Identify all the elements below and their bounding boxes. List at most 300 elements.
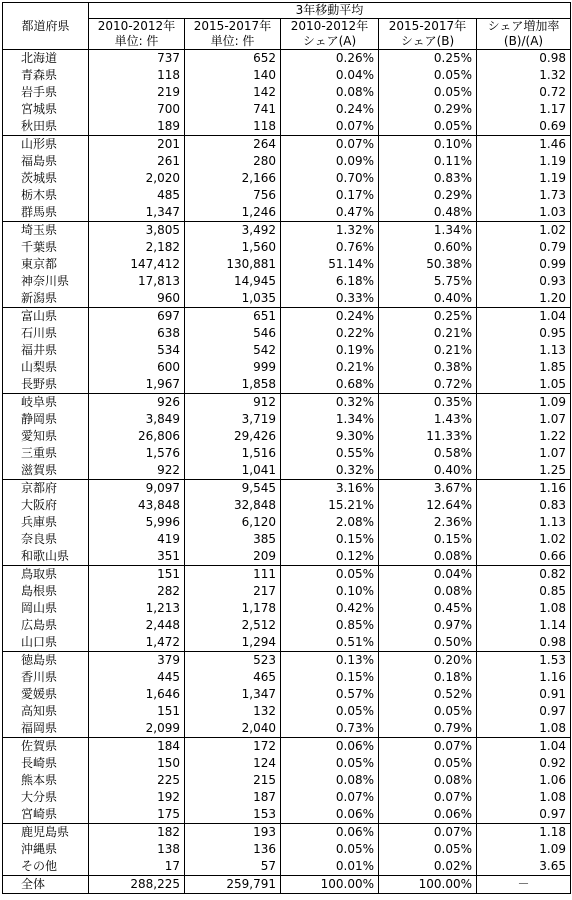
count-2010-2012: 26,806 — [89, 428, 185, 445]
share-a: 0.85% — [281, 617, 379, 634]
prefecture-name: 三重県 — [3, 445, 89, 462]
count-2015-2017: 1,347 — [185, 686, 281, 703]
count-2010-2012: 697 — [89, 308, 185, 326]
share-a: 9.30% — [281, 428, 379, 445]
prefecture-name: 茨城県 — [3, 170, 89, 187]
count-2010-2012: 351 — [89, 548, 185, 566]
count-2015-2017: 217 — [185, 583, 281, 600]
share-growth: 0.98 — [477, 634, 571, 652]
share-b: 0.05% — [379, 703, 477, 720]
count-2015-2017: 132 — [185, 703, 281, 720]
share-b: 3.67% — [379, 480, 477, 498]
share-growth: 1.04 — [477, 738, 571, 756]
share-growth: 1.13 — [477, 514, 571, 531]
count-2015-2017: 6,120 — [185, 514, 281, 531]
prefecture-name: 福島県 — [3, 153, 89, 170]
count-2015-2017: 2,166 — [185, 170, 281, 187]
share-a: 0.06% — [281, 824, 379, 842]
share-a: 0.12% — [281, 548, 379, 566]
share-growth: 1.16 — [477, 669, 571, 686]
table-row — [3, 222, 571, 240]
share-b: 1.34% — [379, 222, 477, 240]
count-2015-2017: 465 — [185, 669, 281, 686]
table-row — [3, 755, 571, 772]
prefecture-name: 京都府 — [3, 480, 89, 498]
share-growth: 0.69 — [477, 118, 571, 136]
share-b: 0.06% — [379, 806, 477, 824]
share-growth: 1.08 — [477, 600, 571, 617]
prefecture-name: 徳島県 — [3, 652, 89, 670]
share-growth: 0.85 — [477, 583, 571, 600]
count-2010-2012: 700 — [89, 101, 185, 118]
share-growth: 0.72 — [477, 84, 571, 101]
table-row — [3, 600, 571, 617]
table-row — [3, 204, 571, 222]
prefecture-name: 宮崎県 — [3, 806, 89, 824]
share-b: 0.07% — [379, 824, 477, 842]
count-2015-2017: 130,881 — [185, 256, 281, 273]
header-count-2010-2012-unit: 単位: 件 — [89, 34, 185, 50]
share-growth: 1.08 — [477, 789, 571, 806]
header-prefecture: 都道府県 — [3, 3, 89, 50]
count-2015-2017: 32,848 — [185, 497, 281, 514]
count-2010-2012: 138 — [89, 841, 185, 858]
share-b: 0.52% — [379, 686, 477, 703]
share-a: 0.05% — [281, 841, 379, 858]
share-a: 51.14% — [281, 256, 379, 273]
share-a: 0.51% — [281, 634, 379, 652]
share-b: 0.05% — [379, 755, 477, 772]
table-row — [3, 772, 571, 789]
share-b: 0.79% — [379, 720, 477, 738]
share-growth: 0.97 — [477, 703, 571, 720]
share-growth: 1.09 — [477, 394, 571, 412]
table-row — [3, 153, 571, 170]
share-growth: 1.46 — [477, 136, 571, 154]
table-row — [3, 548, 571, 566]
share-b: 0.02% — [379, 858, 477, 876]
prefecture-name: 山形県 — [3, 136, 89, 154]
count-2015-2017: 124 — [185, 755, 281, 772]
prefecture-name: 石川県 — [3, 325, 89, 342]
count-2010-2012: 184 — [89, 738, 185, 756]
count-2010-2012: 3,849 — [89, 411, 185, 428]
table-row — [3, 669, 571, 686]
count-2010-2012: 147,412 — [89, 256, 185, 273]
share-growth: 1.03 — [477, 204, 571, 222]
share-b: 0.05% — [379, 841, 477, 858]
share-a: 0.08% — [281, 84, 379, 101]
share-a: 0.05% — [281, 566, 379, 584]
share-b: 0.50% — [379, 634, 477, 652]
share-a: 2.08% — [281, 514, 379, 531]
share-a: 0.68% — [281, 376, 379, 394]
count-2015-2017: 651 — [185, 308, 281, 326]
share-b: 0.40% — [379, 290, 477, 308]
table-row — [3, 652, 571, 670]
share-growth: 1.09 — [477, 841, 571, 858]
count-2015-2017: 1,178 — [185, 600, 281, 617]
prefecture-share-table — [2, 2, 571, 894]
prefecture-name: 岐阜県 — [3, 394, 89, 412]
share-a: 1.32% — [281, 222, 379, 240]
count-2015-2017: 14,945 — [185, 273, 281, 290]
table-row — [3, 136, 571, 154]
count-2015-2017: 111 — [185, 566, 281, 584]
share-growth: 1.32 — [477, 67, 571, 84]
count-2015-2017: 546 — [185, 325, 281, 342]
share-a: 0.32% — [281, 394, 379, 412]
share-growth: 1.53 — [477, 652, 571, 670]
table-row — [3, 462, 571, 480]
share-growth: 1.20 — [477, 290, 571, 308]
count-2010-2012: 282 — [89, 583, 185, 600]
share-growth: 0.92 — [477, 755, 571, 772]
share-growth: 1.19 — [477, 153, 571, 170]
total-share-a: 100.00% — [281, 876, 379, 894]
table-row — [3, 256, 571, 273]
table-row — [3, 411, 571, 428]
table-row — [3, 531, 571, 548]
share-a: 0.73% — [281, 720, 379, 738]
table-row — [3, 428, 571, 445]
share-a: 0.17% — [281, 187, 379, 204]
count-2015-2017: 118 — [185, 118, 281, 136]
share-a: 0.55% — [281, 445, 379, 462]
count-2015-2017: 280 — [185, 153, 281, 170]
share-growth: 1.85 — [477, 359, 571, 376]
prefecture-name: 愛媛県 — [3, 686, 89, 703]
count-2010-2012: 2,020 — [89, 170, 185, 187]
share-b: 50.38% — [379, 256, 477, 273]
share-a: 0.08% — [281, 772, 379, 789]
header-share-2015-2017-period: 2015-2017年 — [379, 19, 477, 35]
prefecture-name: 山口県 — [3, 634, 89, 652]
table-row — [3, 67, 571, 84]
share-growth: 1.13 — [477, 342, 571, 359]
count-2010-2012: 379 — [89, 652, 185, 670]
share-growth: 1.18 — [477, 824, 571, 842]
table-row — [3, 841, 571, 858]
prefecture-name: 静岡県 — [3, 411, 89, 428]
header-share-growth-formula: (B)/(A) — [477, 34, 571, 50]
prefecture-name: 青森県 — [3, 67, 89, 84]
prefecture-name: 埼玉県 — [3, 222, 89, 240]
share-a: 0.10% — [281, 583, 379, 600]
share-b: 0.21% — [379, 325, 477, 342]
prefecture-name: 富山県 — [3, 308, 89, 326]
share-a: 0.24% — [281, 101, 379, 118]
table-row — [3, 634, 571, 652]
count-2010-2012: 737 — [89, 50, 185, 68]
count-2010-2012: 1,472 — [89, 634, 185, 652]
count-2015-2017: 523 — [185, 652, 281, 670]
count-2015-2017: 1,294 — [185, 634, 281, 652]
count-2015-2017: 912 — [185, 394, 281, 412]
count-2015-2017: 215 — [185, 772, 281, 789]
count-2010-2012: 189 — [89, 118, 185, 136]
count-2010-2012: 9,097 — [89, 480, 185, 498]
count-2015-2017: 2,512 — [185, 617, 281, 634]
table-row — [3, 376, 571, 394]
prefecture-name: 群馬県 — [3, 204, 89, 222]
share-a: 0.76% — [281, 239, 379, 256]
prefecture-name: 島根県 — [3, 583, 89, 600]
share-b: 5.75% — [379, 273, 477, 290]
header-count-2015-2017-period: 2015-2017年 — [185, 19, 281, 35]
share-b: 0.08% — [379, 548, 477, 566]
count-2015-2017: 9,545 — [185, 480, 281, 498]
share-a: 0.47% — [281, 204, 379, 222]
prefecture-name: 兵庫県 — [3, 514, 89, 531]
share-growth: 1.14 — [477, 617, 571, 634]
table-row — [3, 118, 571, 136]
share-a: 6.18% — [281, 273, 379, 290]
share-b: 0.25% — [379, 308, 477, 326]
share-b: 2.36% — [379, 514, 477, 531]
count-2015-2017: 193 — [185, 824, 281, 842]
share-b: 0.20% — [379, 652, 477, 670]
count-2010-2012: 225 — [89, 772, 185, 789]
share-b: 0.15% — [379, 531, 477, 548]
total-prefecture-name: 全体 — [3, 876, 89, 894]
table-row — [3, 858, 571, 876]
share-b: 11.33% — [379, 428, 477, 445]
total-row — [3, 876, 571, 894]
share-a: 0.07% — [281, 789, 379, 806]
share-growth: 1.07 — [477, 445, 571, 462]
prefecture-name: 鳥取県 — [3, 566, 89, 584]
header-share-b: シェア(B) — [379, 34, 477, 50]
table-row — [3, 566, 571, 584]
count-2015-2017: 1,858 — [185, 376, 281, 394]
count-2010-2012: 926 — [89, 394, 185, 412]
share-b: 0.35% — [379, 394, 477, 412]
count-2015-2017: 57 — [185, 858, 281, 876]
prefecture-name: 滋賀県 — [3, 462, 89, 480]
count-2010-2012: 922 — [89, 462, 185, 480]
prefecture-name: 熊本県 — [3, 772, 89, 789]
table-row — [3, 703, 571, 720]
count-2015-2017: 140 — [185, 67, 281, 84]
share-a: 0.05% — [281, 755, 379, 772]
share-b: 12.64% — [379, 497, 477, 514]
count-2015-2017: 29,426 — [185, 428, 281, 445]
share-b: 0.48% — [379, 204, 477, 222]
share-a: 0.21% — [281, 359, 379, 376]
total-count-2010-2012: 288,225 — [89, 876, 185, 894]
share-a: 0.24% — [281, 308, 379, 326]
prefecture-name: 長野県 — [3, 376, 89, 394]
table-row — [3, 824, 571, 842]
share-a: 0.01% — [281, 858, 379, 876]
table-row — [3, 239, 571, 256]
total-share-growth: － — [477, 876, 571, 894]
share-b: 0.58% — [379, 445, 477, 462]
share-a: 0.57% — [281, 686, 379, 703]
prefecture-name: 奈良県 — [3, 531, 89, 548]
share-b: 0.05% — [379, 67, 477, 84]
count-2010-2012: 201 — [89, 136, 185, 154]
table-row — [3, 325, 571, 342]
share-growth: 1.08 — [477, 720, 571, 738]
table-row — [3, 806, 571, 824]
share-b: 0.05% — [379, 118, 477, 136]
share-growth: 1.17 — [477, 101, 571, 118]
prefecture-name: 福井県 — [3, 342, 89, 359]
prefecture-name: 秋田県 — [3, 118, 89, 136]
share-growth: 1.25 — [477, 462, 571, 480]
share-growth: 1.02 — [477, 222, 571, 240]
count-2010-2012: 1,213 — [89, 600, 185, 617]
share-growth: 1.06 — [477, 772, 571, 789]
share-a: 0.33% — [281, 290, 379, 308]
prefecture-name: 大分県 — [3, 789, 89, 806]
share-a: 0.32% — [281, 462, 379, 480]
prefecture-name: 北海道 — [3, 50, 89, 68]
count-2010-2012: 2,099 — [89, 720, 185, 738]
share-growth: 0.83 — [477, 497, 571, 514]
share-b: 0.18% — [379, 669, 477, 686]
count-2010-2012: 600 — [89, 359, 185, 376]
count-2010-2012: 638 — [89, 325, 185, 342]
count-2015-2017: 136 — [185, 841, 281, 858]
count-2015-2017: 1,035 — [185, 290, 281, 308]
share-b: 0.83% — [379, 170, 477, 187]
share-a: 0.04% — [281, 67, 379, 84]
table-row — [3, 308, 571, 326]
prefecture-name: 広島県 — [3, 617, 89, 634]
table-row — [3, 583, 571, 600]
count-2015-2017: 999 — [185, 359, 281, 376]
count-2015-2017: 652 — [185, 50, 281, 68]
table-row — [3, 273, 571, 290]
share-a: 1.34% — [281, 411, 379, 428]
share-growth: 0.66 — [477, 548, 571, 566]
count-2015-2017: 3,719 — [185, 411, 281, 428]
share-a: 0.06% — [281, 806, 379, 824]
share-b: 0.04% — [379, 566, 477, 584]
share-a: 0.05% — [281, 703, 379, 720]
table-row — [3, 50, 571, 68]
share-a: 0.09% — [281, 153, 379, 170]
prefecture-name: 高知県 — [3, 703, 89, 720]
header-share-growth-title: シェア増加率 — [477, 19, 571, 35]
share-growth: 1.22 — [477, 428, 571, 445]
count-2010-2012: 2,448 — [89, 617, 185, 634]
count-2015-2017: 542 — [185, 342, 281, 359]
count-2015-2017: 1,516 — [185, 445, 281, 462]
share-a: 0.07% — [281, 136, 379, 154]
total-count-2015-2017: 259,791 — [185, 876, 281, 894]
share-b: 0.07% — [379, 738, 477, 756]
table-row — [3, 686, 571, 703]
prefecture-name: 和歌山県 — [3, 548, 89, 566]
count-2015-2017: 741 — [185, 101, 281, 118]
share-b: 0.11% — [379, 153, 477, 170]
share-growth: 0.79 — [477, 239, 571, 256]
share-growth: 1.19 — [477, 170, 571, 187]
count-2010-2012: 17,813 — [89, 273, 185, 290]
share-growth: 0.93 — [477, 273, 571, 290]
share-growth: 1.05 — [477, 376, 571, 394]
count-2015-2017: 172 — [185, 738, 281, 756]
prefecture-name: 沖縄県 — [3, 841, 89, 858]
prefecture-name: 福岡県 — [3, 720, 89, 738]
table-row — [3, 789, 571, 806]
share-b: 0.60% — [379, 239, 477, 256]
table-row — [3, 720, 571, 738]
prefecture-name: 新潟県 — [3, 290, 89, 308]
table-row — [3, 187, 571, 204]
share-b: 0.08% — [379, 583, 477, 600]
table-row — [3, 497, 571, 514]
table-row — [3, 342, 571, 359]
table-row — [3, 290, 571, 308]
count-2010-2012: 151 — [89, 566, 185, 584]
count-2015-2017: 264 — [185, 136, 281, 154]
share-a: 0.15% — [281, 669, 379, 686]
prefecture-name: その他 — [3, 858, 89, 876]
share-growth: 0.97 — [477, 806, 571, 824]
count-2010-2012: 1,967 — [89, 376, 185, 394]
share-b: 0.21% — [379, 342, 477, 359]
count-2015-2017: 153 — [185, 806, 281, 824]
share-a: 0.70% — [281, 170, 379, 187]
count-2010-2012: 5,996 — [89, 514, 185, 531]
share-a: 0.22% — [281, 325, 379, 342]
table-row — [3, 480, 571, 498]
count-2010-2012: 175 — [89, 806, 185, 824]
share-a: 3.16% — [281, 480, 379, 498]
header-count-2015-2017-unit: 単位: 件 — [185, 34, 281, 50]
count-2010-2012: 118 — [89, 67, 185, 84]
prefecture-name: 岩手県 — [3, 84, 89, 101]
count-2010-2012: 151 — [89, 703, 185, 720]
count-2015-2017: 1,246 — [185, 204, 281, 222]
share-b: 0.10% — [379, 136, 477, 154]
table-row — [3, 101, 571, 118]
prefecture-name: 岡山県 — [3, 600, 89, 617]
count-2010-2012: 2,182 — [89, 239, 185, 256]
header-group-title: 3年移動平均 — [89, 3, 571, 19]
share-a: 0.26% — [281, 50, 379, 68]
count-2015-2017: 756 — [185, 187, 281, 204]
prefecture-name: 山梨県 — [3, 359, 89, 376]
share-growth: 0.99 — [477, 256, 571, 273]
count-2015-2017: 209 — [185, 548, 281, 566]
prefecture-name: 佐賀県 — [3, 738, 89, 756]
count-2010-2012: 219 — [89, 84, 185, 101]
share-b: 0.29% — [379, 101, 477, 118]
prefecture-name: 長崎県 — [3, 755, 89, 772]
count-2015-2017: 3,492 — [185, 222, 281, 240]
count-2010-2012: 261 — [89, 153, 185, 170]
share-b: 0.07% — [379, 789, 477, 806]
header-share-2010-2012-period: 2010-2012年 — [281, 19, 379, 35]
count-2010-2012: 150 — [89, 755, 185, 772]
count-2015-2017: 385 — [185, 531, 281, 548]
count-2015-2017: 1,041 — [185, 462, 281, 480]
table-row — [3, 359, 571, 376]
share-a: 0.06% — [281, 738, 379, 756]
table-row — [3, 170, 571, 187]
count-2010-2012: 445 — [89, 669, 185, 686]
prefecture-name: 香川県 — [3, 669, 89, 686]
share-growth: 1.07 — [477, 411, 571, 428]
share-growth: 0.98 — [477, 50, 571, 68]
share-a: 0.19% — [281, 342, 379, 359]
